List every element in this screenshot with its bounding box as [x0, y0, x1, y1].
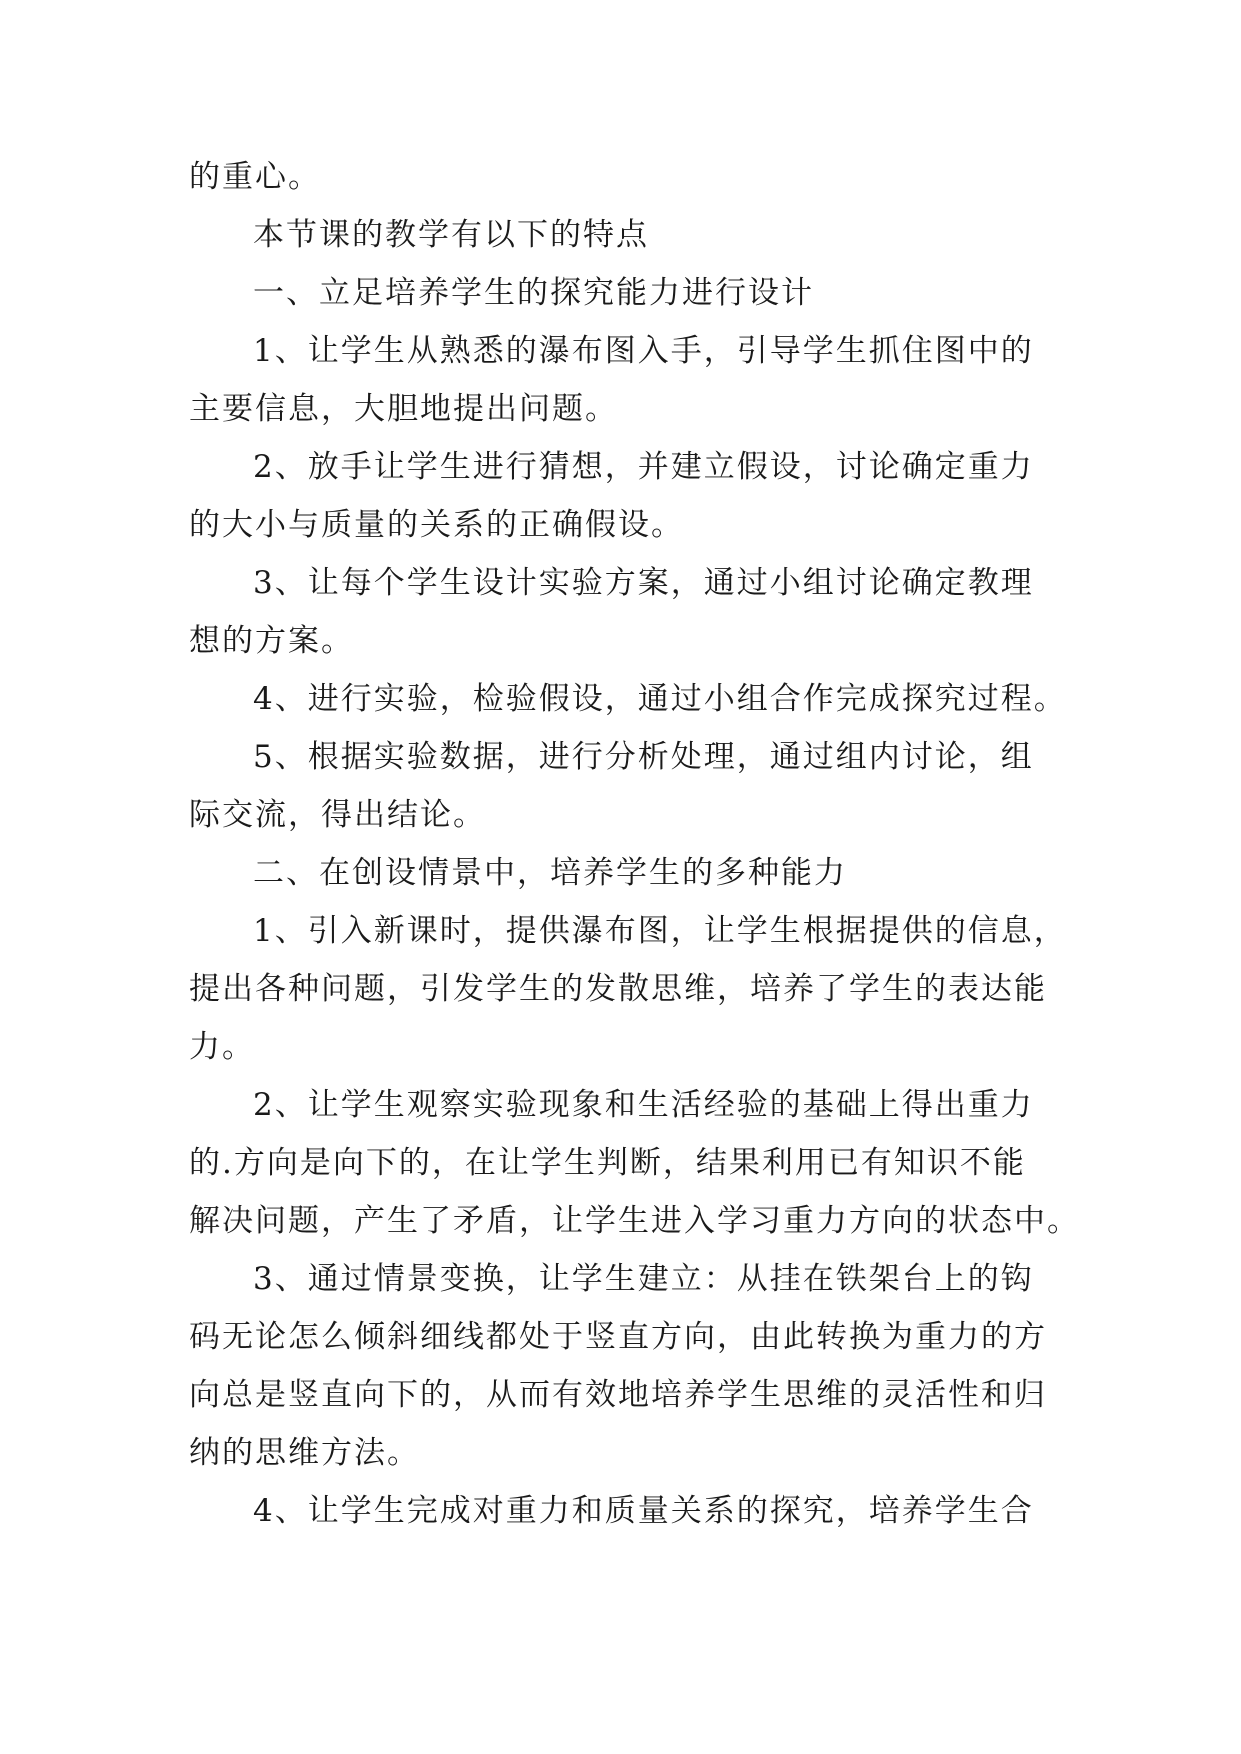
list-item	[189, 322, 1059, 438]
paragraph-continuation	[189, 148, 1059, 206]
text-line: 主要信息，大胆地提出问题。	[189, 391, 618, 427]
text-line: 向总是竖直向下的，从而有效地培养学生思维的灵活性和归	[189, 1377, 1047, 1413]
text-line: 一、立足培养学生的探究能力进行设计	[253, 275, 814, 311]
text-line: 码无论怎么倾斜细线都处于竖直方向，由此转换为重力的方	[189, 1319, 1047, 1355]
text-line: 的大小与质量的关系的正确假设。	[189, 507, 684, 543]
section-heading-1	[189, 264, 1059, 322]
text-line: 5、根据实验数据，进行分析处理，通过组内讨论，组	[253, 739, 1034, 775]
text-line: 力。	[189, 1029, 255, 1065]
text-line: 纳的思维方法。	[189, 1435, 420, 1471]
list-item	[189, 728, 1059, 844]
text-line: 本节课的教学有以下的特点	[253, 217, 649, 253]
text-line: 4、让学生完成对重力和质量关系的探究，培养学生合	[253, 1493, 1034, 1529]
text-line: 3、通过情景变换，让学生建立：从挂在铁架台上的钩	[253, 1261, 1034, 1297]
text-line: 1、让学生从熟悉的瀑布图入手，引导学生抓住图中的	[253, 333, 1034, 369]
text-line: 2、让学生观察实验现象和生活经验的基础上得出重力	[253, 1087, 1034, 1123]
text-line: 提出各种问题，引发学生的发散思维，培养了学生的表达能	[189, 971, 1047, 1007]
section-heading-2	[189, 844, 1059, 902]
text-line: 3、让每个学生设计实验方案，通过小组讨论确定教理	[253, 565, 1034, 601]
list-item	[189, 554, 1059, 670]
text-line: 2、放手让学生进行猜想，并建立假设，讨论确定重力	[253, 449, 1034, 485]
text-line: 1、引入新课时，提供瀑布图，让学生根据提供的信息，	[253, 913, 1067, 949]
list-item	[189, 438, 1059, 554]
text-line: 二、在创设情景中，培养学生的多种能力	[253, 855, 847, 891]
text-line: 的重心。	[189, 159, 321, 195]
text-line: 际交流，得出结论。	[189, 797, 486, 833]
text-line: 的.方向是向下的，在让学生判断，结果利用已有知识不能	[189, 1145, 1026, 1181]
text-line: 想的方案。	[189, 623, 354, 659]
text-line: 4、进行实验，检验假设，通过小组合作完成探究过程。	[253, 681, 1067, 717]
list-item	[189, 1076, 1080, 1250]
list-item	[189, 902, 1067, 1076]
paragraph-intro	[189, 206, 1059, 264]
list-item	[189, 1250, 1059, 1482]
document-body	[189, 148, 1080, 1540]
list-item	[189, 1482, 1059, 1540]
text-line: 解决问题，产生了矛盾，让学生进入学习重力方向的状态中。	[189, 1203, 1080, 1239]
list-item	[189, 670, 1067, 728]
